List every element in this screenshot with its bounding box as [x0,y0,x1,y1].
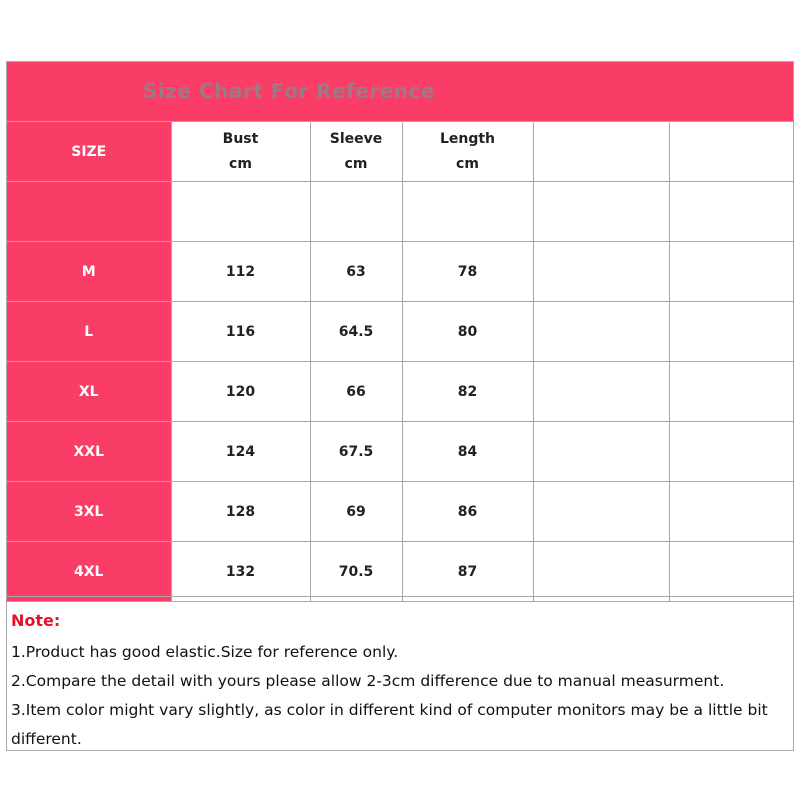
bust-cell: 112 [171,242,310,302]
length-cell: 80 [402,302,533,362]
empty-cell [402,182,533,242]
size-table [7,122,793,602]
empty-cell [533,302,669,362]
empty-cell [669,122,793,182]
bust-cell: 120 [171,362,310,422]
table-row [7,302,793,362]
empty-cell [533,482,669,542]
length-cell: 82 [402,362,533,422]
size-cell: 3XL [7,482,171,542]
notes-section [7,596,793,751]
size-cell: M [7,242,171,302]
bust-cell: 124 [171,422,310,482]
header-row [7,122,793,182]
table-row [7,242,793,302]
bust-cell: 132 [171,542,310,602]
empty-cell [669,542,793,602]
size-cell: XL [7,362,171,422]
sleeve-cell: 64.5 [310,302,402,362]
sleeve-cell: 69 [310,482,402,542]
bust-cell: 128 [171,482,310,542]
length-cell: 86 [402,482,533,542]
empty-cell [533,542,669,602]
empty-cell [310,182,402,242]
sleeve-cell: 67.5 [310,422,402,482]
size-chart [6,61,794,751]
table-row [7,542,793,602]
bust-label: Bust [222,130,259,147]
sleeve-cell: 70.5 [310,542,402,602]
size-header: SIZE [7,122,171,182]
bust-header [171,122,310,182]
table-row [7,362,793,422]
size-cell: 4XL [7,542,171,602]
empty-cell [533,242,669,302]
empty-cell [669,182,793,242]
empty-cell [533,182,669,242]
length-cell: 78 [402,242,533,302]
sleeve-header [310,122,402,182]
note-line-3: 3.Item color might vary slightly, as color in different kind of computer monitors may be a little bit [11,701,768,719]
bust-unit: cm [229,155,252,172]
sleeve-label: Sleeve [329,130,383,147]
title-bar [7,62,793,122]
empty-cell [171,182,310,242]
size-cell: XXL [7,422,171,482]
note-title: Note: [11,611,61,630]
sleeve-cell: 66 [310,362,402,422]
note-line-1: 1.Product has good elastic.Size for reference only. [11,643,399,661]
length-label: Length [439,130,496,147]
empty-cell [533,122,669,182]
length-cell: 87 [402,542,533,602]
empty-cell [669,482,793,542]
empty-cell [669,242,793,302]
empty-size-cell [7,182,171,242]
spacer-row [7,182,793,242]
empty-cell [533,422,669,482]
chart-title: Size Chart For Reference [143,79,435,103]
note-line-2: 2.Compare the detail with yours please allow 2-3cm difference due to manual measurment. [11,672,725,690]
empty-cell [533,362,669,422]
bust-cell: 116 [171,302,310,362]
sleeve-cell: 63 [310,242,402,302]
sleeve-unit: cm [344,155,368,172]
table-row [7,482,793,542]
empty-cell [669,362,793,422]
empty-cell [669,302,793,362]
note-line-4: different. [11,730,82,748]
length-header [402,122,533,182]
table-row [7,422,793,482]
empty-cell [669,422,793,482]
size-cell: L [7,302,171,362]
length-unit: cm [456,155,479,172]
length-cell: 84 [402,422,533,482]
